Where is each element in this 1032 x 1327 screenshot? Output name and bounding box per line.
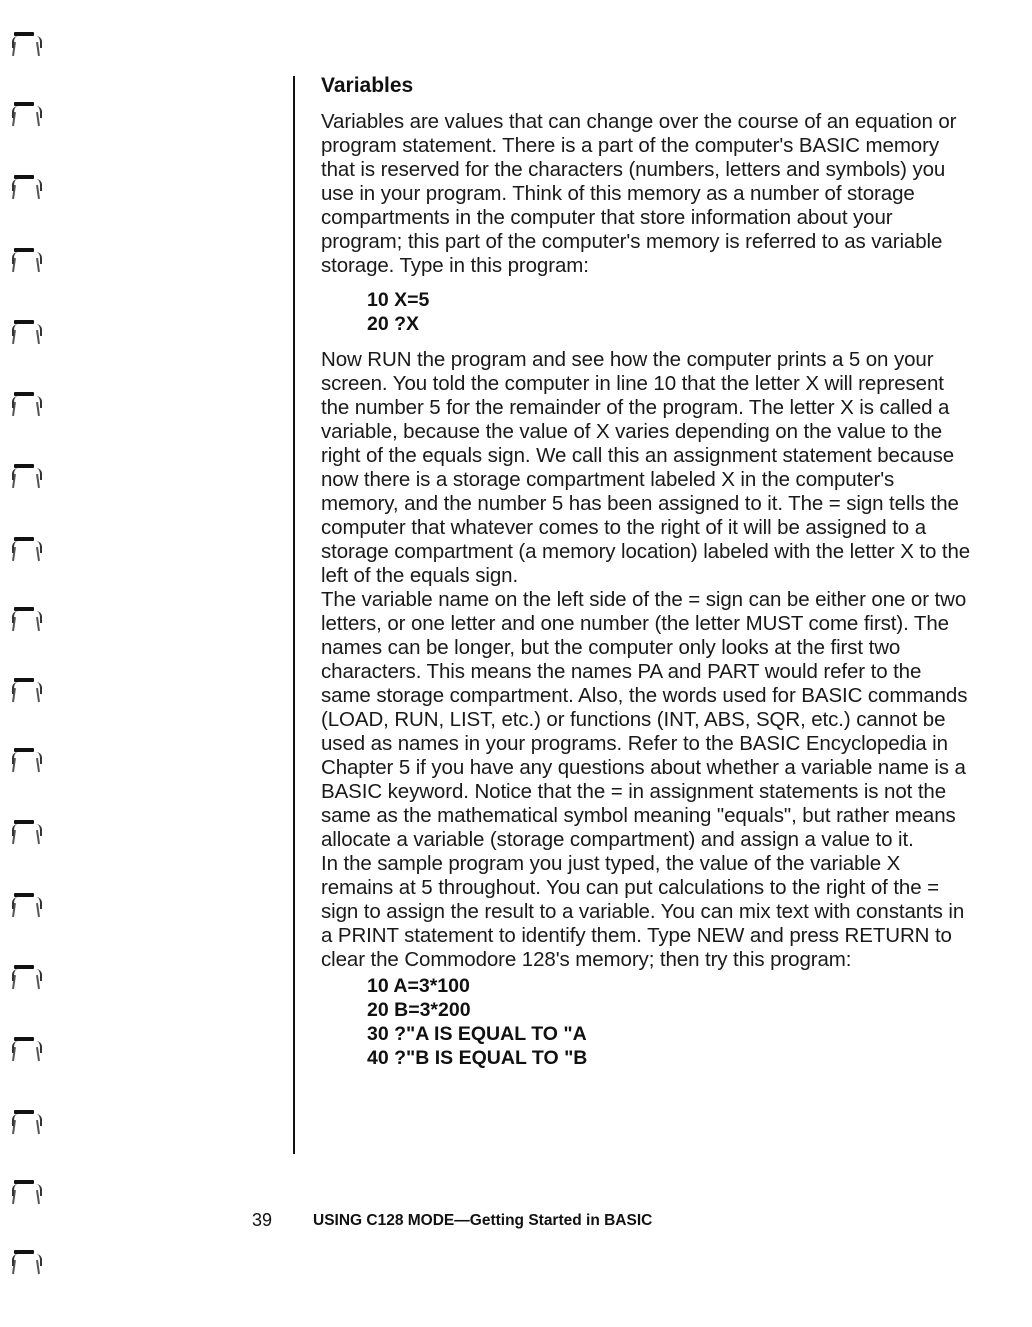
code-line: 10 X=5 [367,289,430,311]
program-listing-1 [367,288,971,336]
code-line: 10 A=3*100 [367,975,470,997]
paragraph-run-explanation: Now RUN the program and see how the computer prints a 5 on your screen. You told the computer in line 10 that the letter X will represent the number 5 for the remainder of the program. The letter X is called a variable, because the value of X varies depending on the value to the right of the equals sign. We call this an assignment statement because now there is a storage compartment labeled X in the computer's memory, and the number 5 has been assigned to it. The = sign tells the computer that whatever comes to the right of it will be assigned to a storage compartment (a memory location) labeled with the letter X to the left of the equals sign. [321,348,971,587]
binding-ring [12,537,42,577]
code-line: 30 ?"A IS EQUAL TO "A [367,1023,587,1045]
paragraph-sample-program: In the sample program you just typed, the value of the variable X remains at 5 throughout. You can put calculations to the right of the = sign to assign the result to a variable. You can mix text with constants in a PRINT statement to identify them. Type NEW and press RETURN to clear the Commodore 128's memory; then try this program: [321,852,965,971]
binding-ring [12,102,42,142]
footer-title-rest: —Getting Started in BASIC [454,1212,653,1229]
binding-ring [12,175,42,215]
binding-ring [12,678,42,718]
binding-ring [12,320,42,360]
binding-ring [12,607,42,647]
binding-ring [12,1037,42,1077]
binding-ring [12,965,42,1005]
paragraph-intro: Variables are values that can change over the course of an equation or program statement. There is a part of the computer's BASIC memory that is reserved for the characters (numbers, letters and symbols) you use in your program. Think of this memory as a number of storage compartments in the computer that store information about your program; this part of the computer's memory is referred to as variable storage. Type in this program: [321,110,957,277]
code-line: 40 ?"B IS EQUAL TO "B [367,1047,588,1069]
footer-title-bold: USING C128 MODE [313,1212,455,1229]
running-footer-title [313,1212,652,1230]
binding-ring [12,1250,42,1290]
binding-ring [12,392,42,432]
binding-ring [12,32,42,72]
binding-ring [12,1180,42,1220]
program-listing-2 [367,974,971,1070]
binding-ring [12,464,42,504]
binding-ring [12,748,42,788]
code-line: 20 B=3*200 [367,999,471,1021]
binding-ring [12,248,42,288]
page-footer [252,1210,772,1234]
paragraph-variable-names: The variable name on the left side of the = sign can be either one or two letters, or one letter and one number (the letter MUST come first). The names can be longer, but the computer only looks at the first two characters. This means the names PA and PART would refer to the same storage compartment. Also, the words used for BASIC commands (LOAD, RUN, LIST, etc.) or functions (INT, ABS, SQR, etc.) cannot be used as names in your programs. Refer to the BASIC Encyclopedia in Chapter 5 if you have any questions about whether a variable name is a BASIC keyword. Notice that the = in assignment statements is not the same as the mathematical symbol meaning "equals", but rather means allocate a variable (storage compartment) and assign a value to it. [321,588,968,851]
code-line: 20 ?X [367,313,420,335]
page-content [321,72,971,1070]
section-title: Variables [321,74,414,97]
binding-ring [12,1110,42,1150]
page-number: 39 [252,1210,273,1230]
binding-ring [12,893,42,933]
margin-rule [293,76,295,1154]
binding-ring [12,820,42,860]
spiral-binding [0,0,60,1327]
